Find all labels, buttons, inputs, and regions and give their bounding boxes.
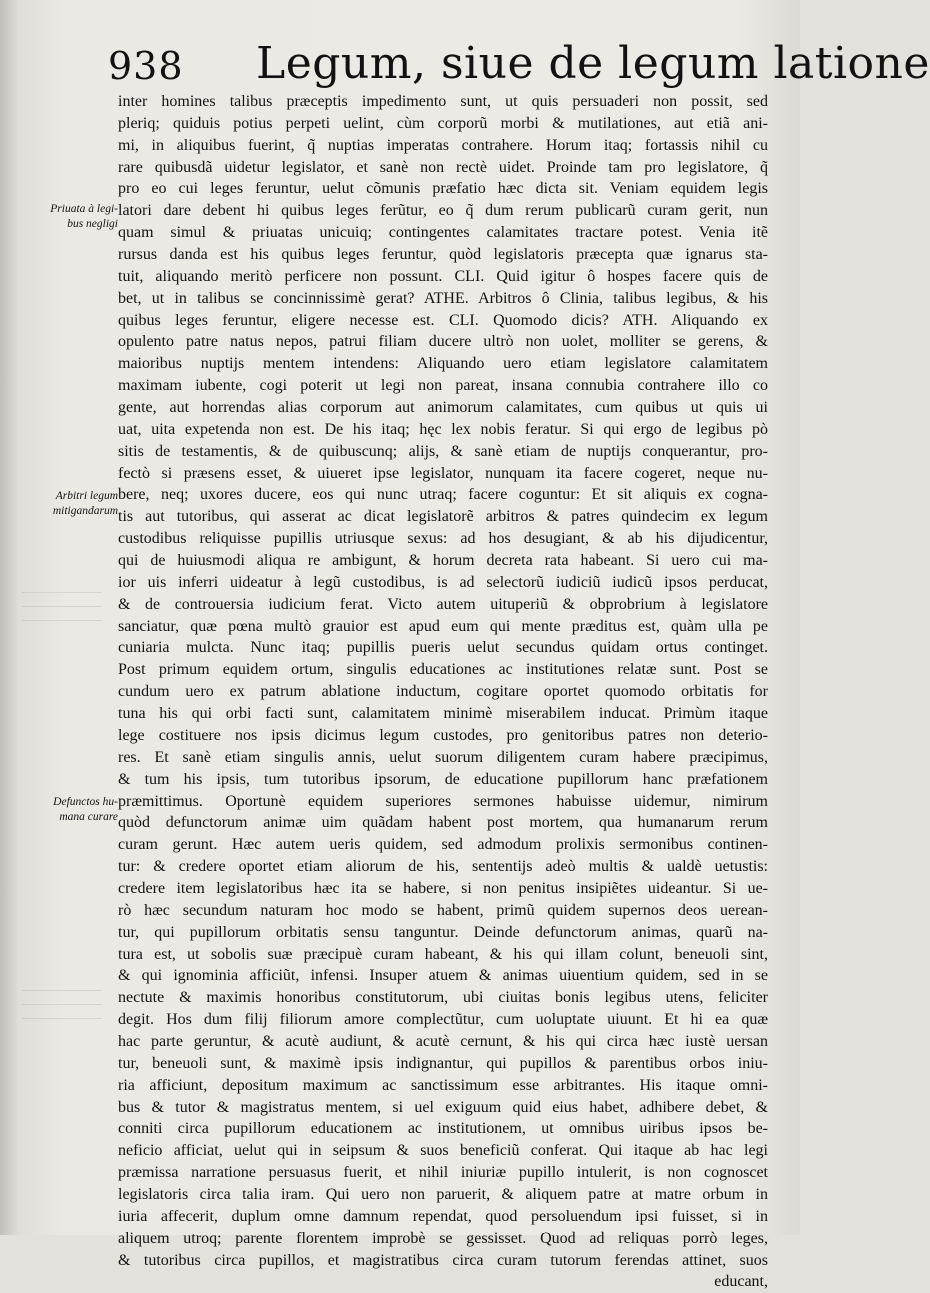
text-line: hac parte geruntur, & acutè audiunt, & acutè cernunt, & his qui circa hæc iustè uersan	[118, 1032, 768, 1050]
text-line: credere item legislatoribus hæc ita se habere, si non penitus insipiẽtes uideantur. Si ue-	[118, 879, 768, 897]
text-line: pro eo cui leges feruntur, uelut cõmunis præfatio hæc dicta sit. Veniam equidem legis	[118, 180, 768, 198]
margin-note-line: Arbitri legum	[55, 490, 118, 502]
text-line: maximam iubente, cogi poterit ut legi non pareat, insana connubia contrahere illo co	[118, 377, 768, 395]
text-line: custodibus reliquisse pupillis utriusque sexus: ad hos desugiant, & ab his dijudicentur,	[118, 530, 768, 548]
text-line: quam simul & priuatas unicuiq; contingentes calamitates tractare potest. Venia itẽ	[118, 224, 768, 242]
text-line: quibus leges feruntur, eligere necesse est. CLI. Quomodo dicis? ATH. Aliquando ex	[118, 311, 768, 329]
margin-note-line: Priuata à legi-	[50, 203, 118, 215]
text-line: iuria affecerit, duplum omne damnum rependat, quod persoluendum ipsi fuisset, si in	[118, 1207, 768, 1225]
text-line: rare quibusdã uidetur legislator, et sanè non rectè uidet. Proinde tam pro legislatore, q̃	[118, 158, 768, 176]
text-line: & qui ignominia afficiũt, infensi. Insuper atuem & animas uiuentium quidem, sed in se	[118, 967, 768, 985]
text-line: & de controuersia iudicium ferat. Victo autem uituperiũ & obprobrium à legislatore	[118, 595, 768, 613]
text-line: tura est, ut sobolis suæ præcipuè curam habeant, & his qui illam colunt, beneuoli sint,	[118, 945, 768, 963]
text-line: tuna his qui orbi facti sunt, calamitatem minimè miserabilem inducat. Primùm itaque	[118, 705, 768, 723]
text-line: tur: & credere oportet etiam aliorum de his, sententijs adeò multis & ualdè uetustis:	[118, 858, 768, 876]
text-line: uat, uita expetenda non est. De his itaq; hęc lex nobis feratur. Si qui ergo de legibus pò	[118, 420, 768, 438]
text-line: sitis de testamentis, & de quibuscunq; alijs, & sanè etiam de nuptijs conquerantur, pro-	[118, 442, 768, 460]
text-line: degit. Hos dum filij filiorum amore complectũtur, cum uoluptate uiuunt. Et hi ea quæ	[118, 1011, 768, 1029]
text-line: cuniaria mulcta. Nunc itaq; pupillis pueris uelut secundus quidam ortus continget.	[118, 639, 768, 657]
text-line: rò hæc secundum naturam hoc modo se habent, primũ quidem supernos deos uerean-	[118, 901, 768, 919]
margin-note-line: Defunctos hu-	[53, 796, 118, 808]
margin-note	[26, 489, 118, 519]
text-line: præmittimus. Oportunè equidem superiores sermones habuisse uidemur, nimirum	[118, 792, 768, 810]
text-line: educant,	[714, 1273, 768, 1291]
page-header	[108, 38, 930, 98]
text-line: maioribus nuptijs mentem intendens: Aliquando uero etiam legislatore calamitatem	[118, 355, 768, 373]
text-line: mi, in aliquibus fuerint, q̃ nuptias imperatas contrahere. Horum itaq; fortassis nihil cu	[118, 136, 768, 154]
text-line: bere, neq; uxores ducere, eos qui nunc utraq; facere coguntur: Et sit aliquis ex cogna-	[118, 486, 768, 504]
text-line: aliquem utroq; parente florentem improbè se gessisset. Quod ad reliquas porrò leges,	[118, 1229, 768, 1247]
text-line: res. Et sanè etiam singulis annis, uelut suorum diligentem curam habere præcipimus,	[118, 748, 768, 766]
text-line: inter homines talibus præceptis impedimento sunt, ut quis persuaderi non possit, sed	[118, 93, 768, 110]
text-line: quòd defunctorum animæ uim quãdam habent post mortem, qua humanarum rerum	[118, 814, 768, 832]
margin-note-line: bus negligi	[67, 218, 118, 230]
margin-note-line: mana curare	[59, 811, 118, 823]
text-line: tur, qui pupillorum orbitatis sensu tanguntur. Deinde defunctorum animas, quarũ na-	[118, 923, 768, 941]
bleed-through-mark	[22, 592, 102, 634]
text-line: Post primum equidem ortum, singulis educationes ac institutiones relatæ sunt. Post se	[118, 661, 768, 679]
text-line: sanciatur, quæ pœna multò grauior est apud eum qui mente præditus est, quàm ulla pe	[118, 617, 768, 635]
text-line: rursus danda est his quibus leges feruntur, quòd legislatoris præcepta quæ ignarus sta-	[118, 246, 768, 264]
text-line: lege costituere nos ipsis dicimus legum custodes, pro genitoribus patres non deterio-	[118, 726, 768, 744]
margin-note	[26, 795, 118, 825]
text-line: legislatoris circa talia iram. Qui uero non paruerit, & aliquem patre at matre orbum in	[118, 1185, 768, 1203]
text-line: conniti circa pupillorum educationem ac institutionem, ut omnibus uiribus ipsos be-	[118, 1120, 768, 1138]
text-line: & tutoribus circa pupillos, et magistratibus circa curam tutorum ferendas attinet, suos	[118, 1251, 768, 1269]
bleed-through-mark	[22, 990, 102, 1032]
text-line: bet, ut in talibus se concinnissimè gerat? ATHE. Arbitros ô Clinia, talibus legibus, & his	[118, 289, 768, 307]
text-line: neficio afficiat, uelut qui in seipsum & suos beneficiũ conferat. Qui itaque ab hac legi	[118, 1142, 768, 1160]
text-line: ior uis inferri uideatur à legũ custodibus, is ad selectorũ iudiciũ iudicũ ipsos perducat,	[118, 573, 768, 591]
text-line: cundum uero ex patrum ablatione inductum, cogitare oportet quomodo orbitatis for	[118, 683, 768, 701]
text-line: curam gerunt. Hæc autem ueris quidem, sed admodum prolixis sermonibus continen-	[118, 836, 768, 854]
text-line: tis aut tutoribus, qui asserat ac dicat legislatorẽ arbitros & patres quindecim ex legum	[118, 508, 768, 526]
text-line: fectò si præsens esset, & uiueret ipse legislator, nunquam ita facere cogeret, neque nu-	[118, 464, 768, 482]
text-line: ria afficiunt, depositum maximum ac sanctissimum esse arbitrantes. His itaque omni-	[118, 1076, 768, 1094]
text-line: tur, beneuoli sunt, & maximè ipsis indignantur, qui pupillos & parentibus orbos iniu-	[118, 1054, 768, 1072]
text-line: latori dare debent hi quibus leges ferũtur, eo q̃ dum rerum publicarũ curam gerit, nun	[118, 202, 768, 220]
text-line: nectute & maximis honoribus constitutorum, ubi ciuitas bonis legibus utens, feliciter	[118, 989, 768, 1007]
text-line: bus & tutor & magistratus mentem, si uel exiguum quid eius habet, adhibere debet, &	[118, 1098, 768, 1116]
body-text	[118, 91, 768, 1293]
text-line: pleriq; quiduis potius perpeti uelint, cùm corporũ morbi & mutilationes, aut etiã ani-	[118, 114, 768, 132]
margin-note-line: mitigandarum	[52, 505, 118, 517]
text-line: qui de huiusmodi aliqua re ambigunt, & horum decreta rata habeant. Si uero cui ma-	[118, 552, 768, 570]
page-number: 938	[108, 44, 184, 88]
text-line: opulento patre natus nepos, patrui filiam ducere ultrò non uolet, molliter se gerens, &	[118, 333, 768, 351]
text-line: gente, aut horrendas alias corporum aut animorum calamitates, cum quibus ut quis ui	[118, 399, 768, 417]
margin-notes	[0, 0, 118, 1235]
text-line: præmissa narratione persuasus fuerit, et nihil iniuriæ pupillo intulerit, is non cognoscet	[118, 1164, 768, 1182]
running-title: Legum, siue de legum latione	[256, 38, 930, 89]
margin-note	[26, 202, 118, 232]
text-line: tuit, aliquando meritò perficere non possunt. CLI. Quid igitur ô hospes facere quis de	[118, 267, 768, 285]
text-line: & tum his ipsis, tum tutoribus ipsorum, de educatione pupillorum hanc præfationem	[118, 770, 768, 788]
